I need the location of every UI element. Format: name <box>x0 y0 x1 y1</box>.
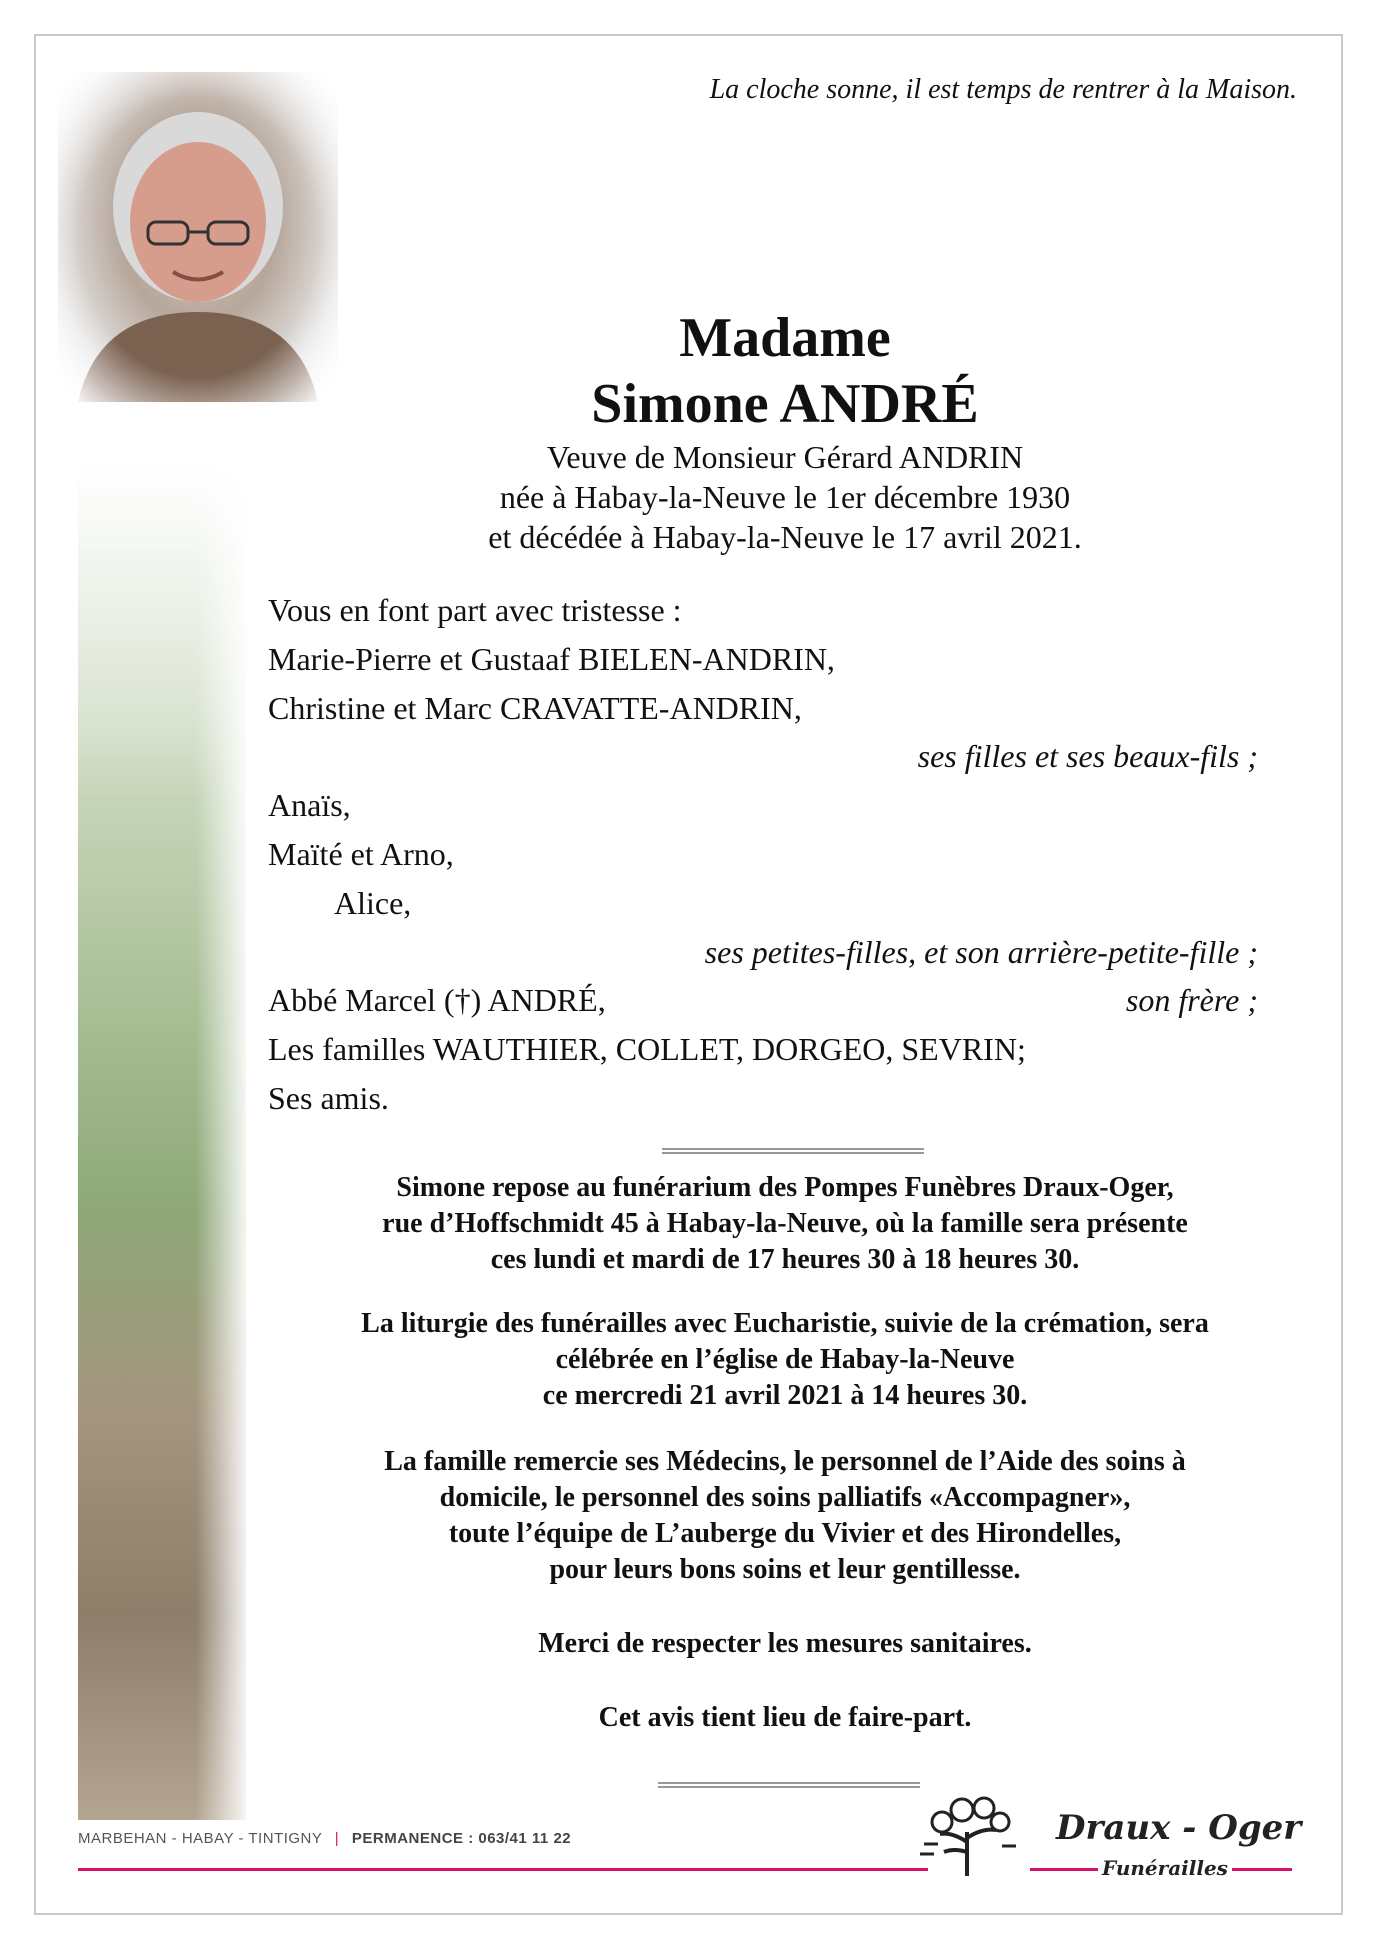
family-member: Marie-Pierre et Gustaaf BIELEN-ANDRIN, <box>268 640 835 677</box>
birth-line: née à Habay-la-Neuve le 1er décembre 1930 <box>499 479 1071 515</box>
forest-path-image <box>78 460 246 1820</box>
footer-separator: | <box>334 1830 340 1847</box>
divider <box>662 1148 924 1154</box>
family-intro: Vous en font part avec tristesse : <box>268 592 682 628</box>
family-list <box>268 586 1268 1123</box>
divider <box>658 1782 920 1788</box>
brand-name: Draux - Oger <box>1056 1808 1302 1848</box>
liturgy-notice <box>250 1306 1320 1414</box>
honorific: Madame <box>679 307 891 369</box>
extended-families: Les familles WAUTHIER, COLLET, DORGEO, SEVRIN; <box>268 1031 1026 1068</box>
notice-line: Simone repose au funérarium des Pompes Funèbres Draux-Oger, <box>396 1172 1174 1203</box>
footer-contact <box>78 1830 571 1847</box>
notice-line: ces lundi et mardi de 17 heures 30 à 18 heures 30. <box>490 1244 1080 1275</box>
family-member: Christine et Marc CRAVATTE-ANDRIN, <box>268 689 802 726</box>
notice-line: célébrée en l’église de Habay-la-Neuve <box>555 1344 1015 1375</box>
family-member: Alice, <box>334 884 412 921</box>
family-member: Anaïs, <box>268 787 351 824</box>
relationship-label: ses filles et ses beaux-fils ; <box>917 738 1258 775</box>
rest-notice <box>250 1170 1320 1278</box>
notice-line: La liturgie des funérailles avec Eucharistie, suivie de la crémation, sera <box>361 1308 1209 1339</box>
faire-part-notice: Cet avis tient lieu de faire-part. <box>598 1702 972 1733</box>
notice-line: domicile, le personnel des soins palliatifs «Accompagner», <box>439 1482 1131 1513</box>
friends: Ses amis. <box>268 1079 389 1116</box>
notice-line: toute l’équipe de L’auberge du Vivier et des Hirondelles, <box>448 1518 1122 1549</box>
footer-locations: MARBEHAN - HABAY - TINTIGNY <box>78 1830 323 1847</box>
deceased-header <box>250 305 1320 557</box>
death-line: et décédée à Habay-la-Neuve le 17 avril 2021. <box>488 519 1082 555</box>
thanks-notice <box>250 1444 1320 1588</box>
brother-row <box>268 976 1268 1025</box>
sanitary-notice: Merci de respecter les mesures sanitaires. <box>538 1628 1032 1659</box>
relationship-label: son frère ; <box>1125 982 1258 1019</box>
relationship-label: ses petites-filles, et son arrière-petite-fille ; <box>704 933 1258 970</box>
epigraph-quote: La cloche sonne, il est temps de rentrer à la Maison. <box>709 74 1297 105</box>
brand-subtitle: Funérailles <box>1098 1856 1232 1880</box>
notice-line: ce mercredi 21 avril 2021 à 14 heures 30. <box>542 1380 1028 1411</box>
deceased-name: Simone ANDRÉ <box>591 373 979 435</box>
footer-permanence: PERMANENCE : 063/41 11 22 <box>351 1830 572 1847</box>
footer-accent-line <box>78 1868 928 1871</box>
family-member: Abbé Marcel (†) ANDRÉ, <box>268 982 606 1019</box>
widow-of: Veuve de Monsieur Gérard ANDRIN <box>546 439 1024 475</box>
notice-line: pour leurs bons soins et leur gentillesse. <box>549 1554 1021 1585</box>
tree-logo-icon <box>912 1792 1022 1878</box>
family-member: Maïté et Arno, <box>268 835 454 872</box>
notice-line: rue d’Hoffschmidt 45 à Habay-la-Neuve, où la famille sera présente <box>382 1208 1188 1239</box>
notice-line: La famille remercie ses Médecins, le personnel de l’Aide des soins à <box>384 1446 1186 1477</box>
